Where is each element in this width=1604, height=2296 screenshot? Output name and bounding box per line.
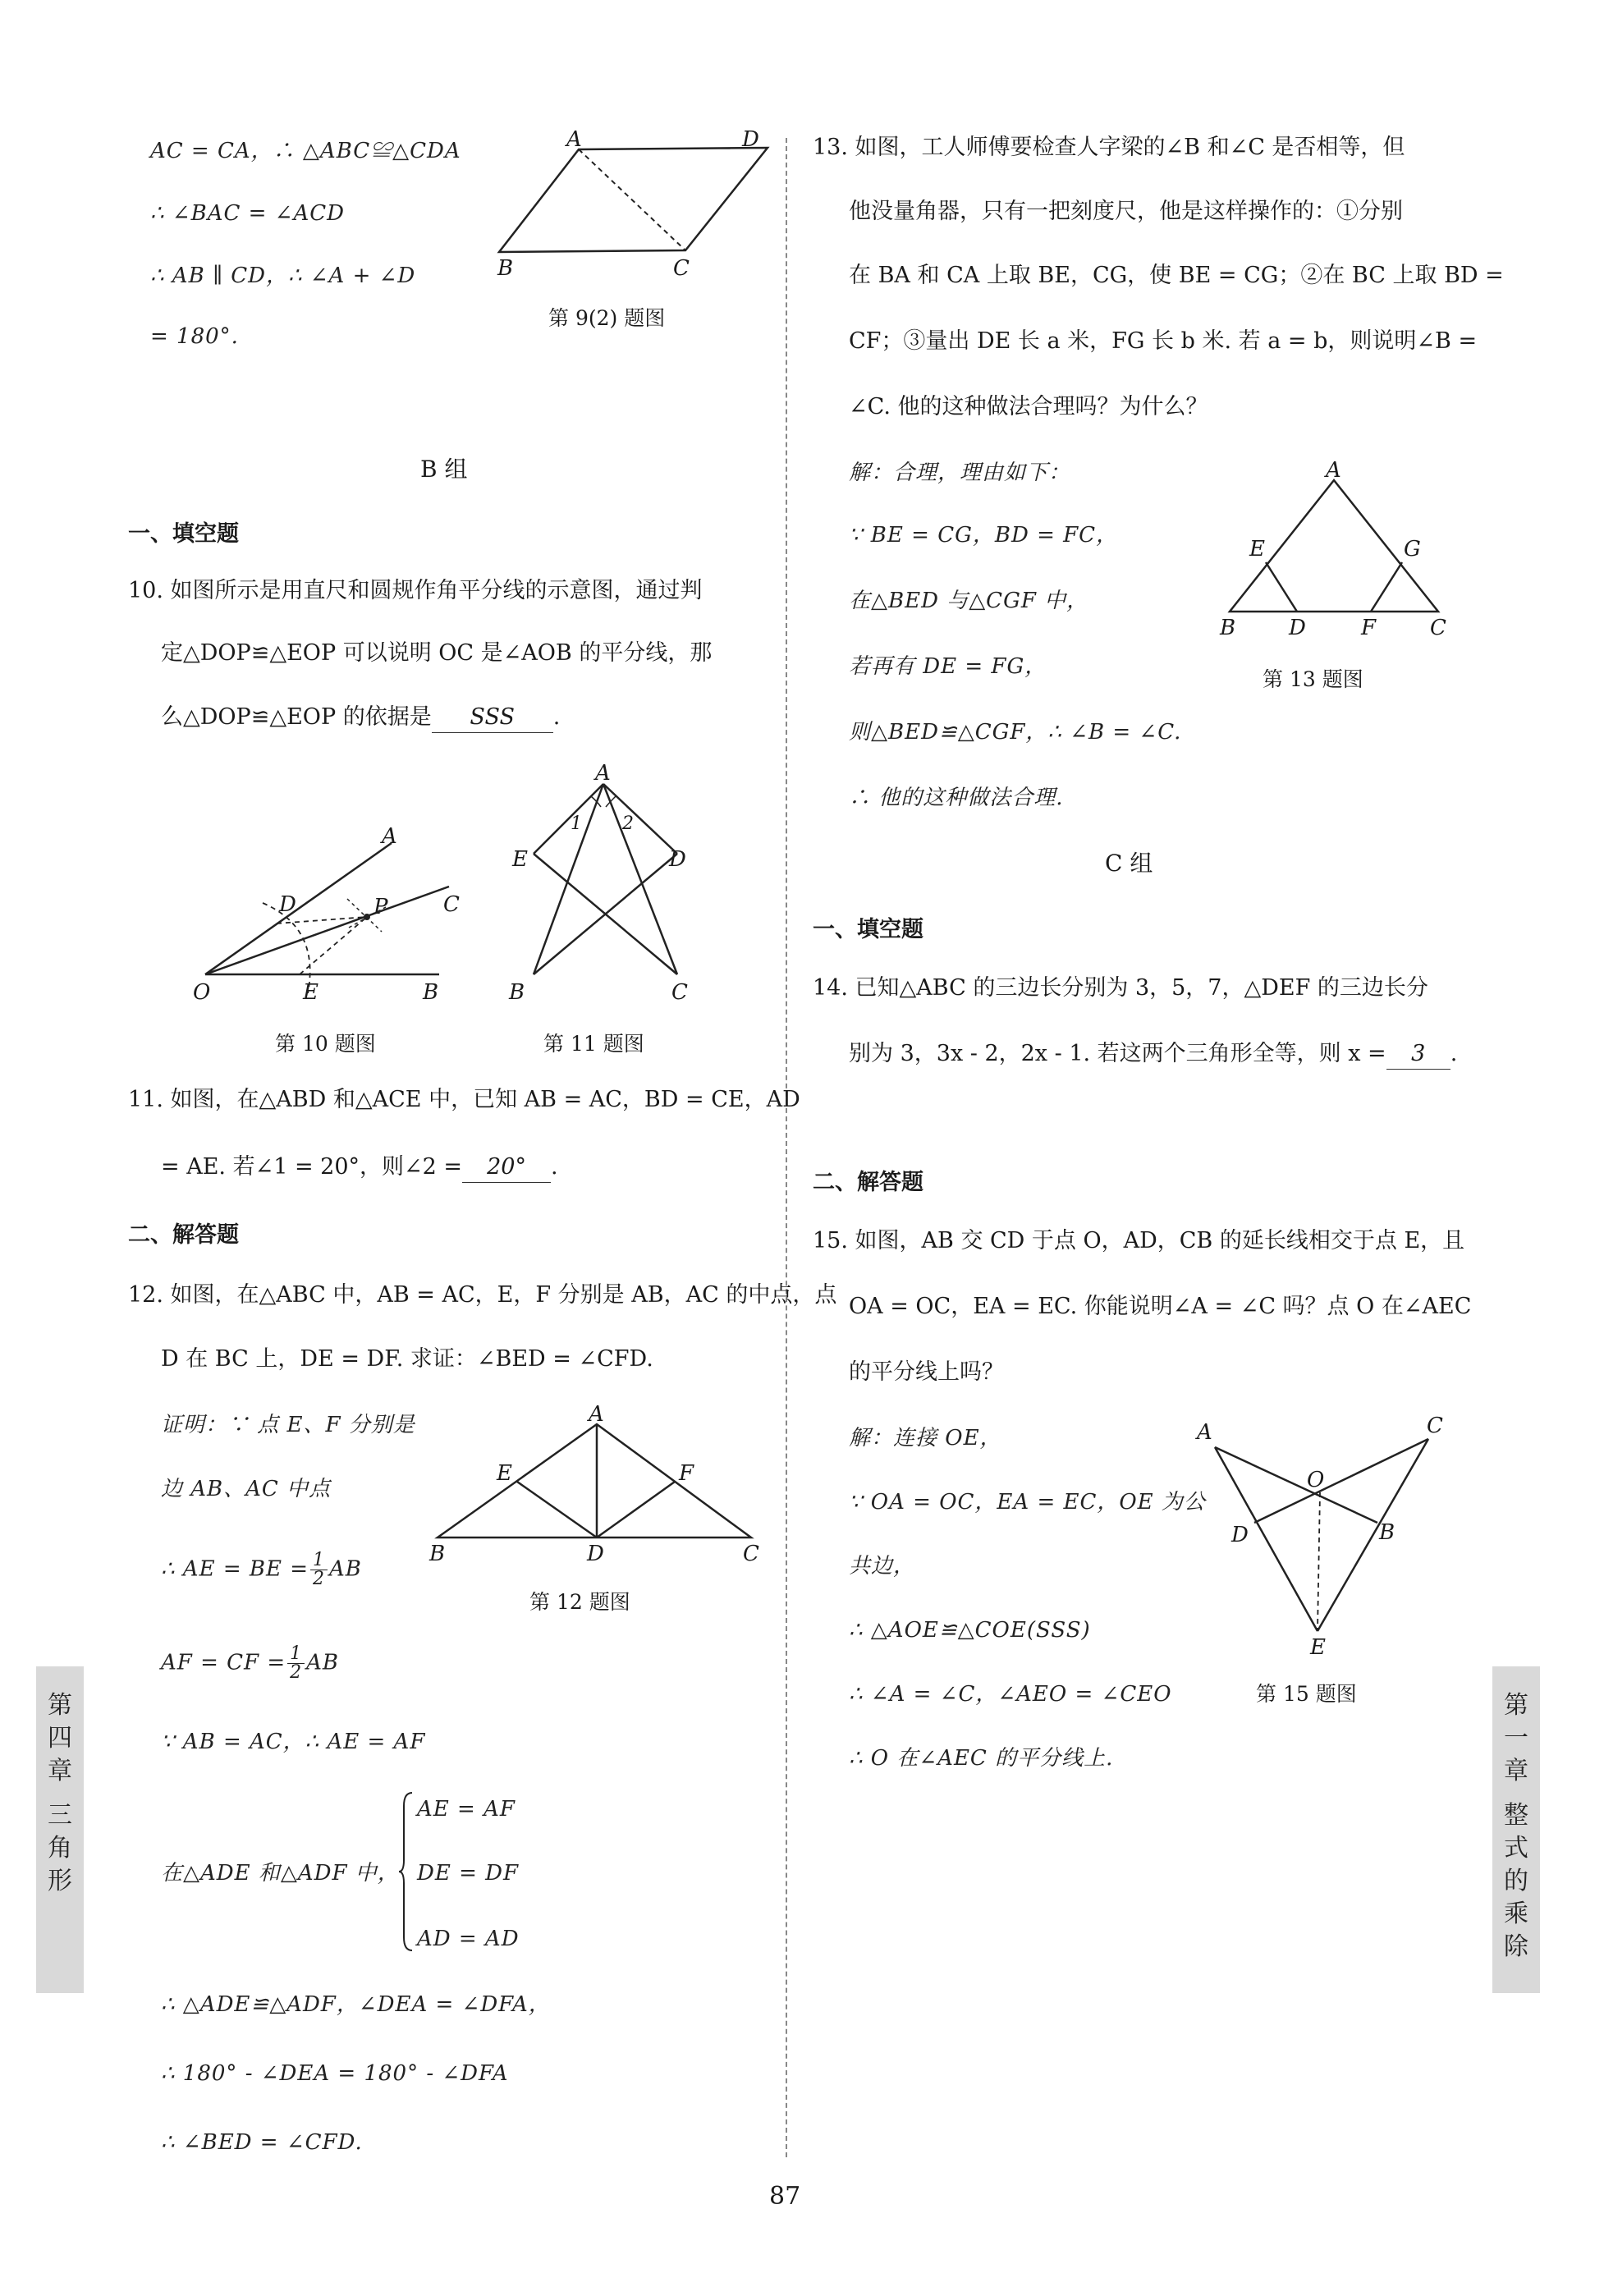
fig9-label-a: A xyxy=(566,127,582,152)
q14-line-2-prefix: 别为 3，3x - 2，2x - 1. 若这两个三角形全等，则 x = xyxy=(849,1041,1386,1066)
side-left-char: 四 xyxy=(48,1724,72,1753)
q15-work-6: ∴ O 在∠AEC 的平分线上. xyxy=(849,1746,1114,1771)
q12-w3-num: 1 xyxy=(310,1551,328,1570)
side-right-char: 的 xyxy=(1504,1867,1528,1895)
fig10-label-c: C xyxy=(443,892,460,917)
fig15-label-b: B xyxy=(1379,1520,1395,1545)
q10-line-1: 10. 如图所示是用直尺和圆规作角平分线的示意图，通过判 xyxy=(128,578,703,603)
q11-line-2 xyxy=(161,1153,558,1183)
column-divider xyxy=(786,138,787,2157)
fill-heading-c: 一、填空题 xyxy=(813,917,923,942)
figure-11 xyxy=(501,759,714,1010)
q12-line-1: 12. 如图，在△ABC 中，AB = AC，E，F 分别是 AB，AC 的中点，点 xyxy=(128,1282,837,1308)
fig11-label-d: D xyxy=(669,847,686,872)
q15-work-5: ∴ ∠A = ∠C，∠AEO = ∠CEO xyxy=(849,1682,1172,1707)
figure-9-2 xyxy=(484,123,772,287)
q15-work-4: ∴ △AOE≌△COE(SSS) xyxy=(849,1618,1091,1643)
q15-work-2: ∵ OA = OC，EA = EC，OE 为公 xyxy=(849,1490,1206,1515)
q12-w4-num: 1 xyxy=(287,1645,305,1664)
q12-work-3 xyxy=(161,1551,362,1588)
side-left-char: 三 xyxy=(48,1801,72,1830)
fig12-label-f: F xyxy=(679,1461,694,1486)
brace-line-3: AD = AD xyxy=(417,1927,520,1951)
q11-answer: 20° xyxy=(462,1153,551,1183)
fig11-label-a: A xyxy=(595,761,611,786)
solve-heading-b: 二、解答题 xyxy=(128,1222,239,1248)
q12-caption: 第 12 题图 xyxy=(529,1590,630,1614)
q10-line-2: 定△DOP≌△EOP 可以说明 OC 是∠AOB 的平分线，那 xyxy=(161,640,713,666)
q12-w4-fraction xyxy=(287,1645,305,1682)
side-right-char: 一 xyxy=(1504,1724,1528,1753)
q13-line-3: 在 BA 和 CA 上取 BE，CG，使 BE = CG；②在 BC 上取 BD = xyxy=(849,263,1504,288)
q13-line-2: 他没量角器，只有一把刻度尺，他是这样操作的：①分别 xyxy=(849,199,1403,224)
fig15-label-a: A xyxy=(1197,1420,1212,1445)
q13-work-2: ∵ BE = CG，BD = FC， xyxy=(849,523,1119,548)
fig13-label-g: G xyxy=(1404,537,1421,561)
q12-work-8: ∴ 180° - ∠DEA = 180° - ∠DFA xyxy=(161,2061,509,2086)
fig13-label-e: E xyxy=(1249,537,1265,561)
q15-line-3: 的平分线上吗？ xyxy=(849,1359,1004,1385)
q11-caption: 第 11 题图 xyxy=(543,1032,644,1056)
fig15-label-o: O xyxy=(1307,1468,1325,1492)
fig11-label-1: 1 xyxy=(571,813,582,834)
figure-10 xyxy=(185,825,497,1010)
fig10-label-e: E xyxy=(303,980,319,1005)
fig15-label-e: E xyxy=(1310,1635,1326,1658)
q12-work-7: ∴ △ADE≌△ADF，∠DEA = ∠DFA， xyxy=(161,1992,551,2017)
fig9-label-b: B xyxy=(497,256,514,281)
q13-work-4: 若再有 DE = FG， xyxy=(849,654,1047,679)
side-right-char: 第 xyxy=(1504,1691,1528,1720)
q12-work-9: ∴ ∠BED = ∠CFD. xyxy=(161,2130,363,2155)
fig10-label-d: D xyxy=(279,892,296,917)
fig10-label-a: A xyxy=(382,825,397,849)
q13-line-4: CF；③量出 DE 长 a 米，FG 长 b 米. 若 a = b，则说明∠B = xyxy=(849,328,1478,354)
q10-line-3-prefix: 么△DOP≌△EOP 的依据是 xyxy=(161,704,432,730)
figure-15 xyxy=(1182,1408,1461,1658)
fig13-label-c: C xyxy=(1430,616,1446,640)
q9-line-4: = 180°. xyxy=(150,324,239,349)
q12-w4-den: 2 xyxy=(290,1662,303,1683)
q11-line-2-prefix: = AE. 若∠1 = 20°，则∠2 = xyxy=(161,1154,463,1180)
group-b-title: B 组 xyxy=(420,456,468,483)
q15-caption: 第 15 题图 xyxy=(1256,1682,1357,1706)
q10-line-3-suffix: . xyxy=(552,704,561,730)
figure-12 xyxy=(423,1400,768,1564)
fig12-label-b: B xyxy=(429,1542,446,1564)
q11-line-1: 11. 如图，在△ABD 和△ACE 中，已知 AB = AC，BD = CE，AD xyxy=(128,1087,800,1112)
q10-answer: SSS xyxy=(432,703,553,733)
q15-line-1: 15. 如图，AB 交 CD 于点 O，AD，CB 的延长线相交于点 E，且 xyxy=(813,1228,1465,1253)
fig10-label-p: P xyxy=(374,895,388,919)
fig12-label-e: E xyxy=(497,1461,512,1486)
q13-line-5: ∠C. 他的这种做法合理吗？为什么？ xyxy=(849,394,1208,419)
q15-work-3: 共边， xyxy=(849,1554,916,1579)
q12-work-4 xyxy=(161,1645,339,1682)
page-number: 87 xyxy=(769,2182,801,2211)
side-left-char: 形 xyxy=(48,1867,72,1895)
q10-line-3 xyxy=(161,703,560,733)
q12-line-2: D 在 BC 上，DE = DF. 求证：∠BED = ∠CFD. xyxy=(161,1346,653,1372)
q14-line-2-suffix: . xyxy=(1450,1041,1458,1066)
q13-work-5: 则△BED≌△CGF，∴ ∠B = ∠C. xyxy=(849,720,1182,745)
q14-line-1: 14. 已知△ABC 的三边长分别为 3，5，7，△DEF 的三边长分 xyxy=(813,975,1428,1001)
q15-work-1: 解：连接 OE， xyxy=(849,1426,1002,1450)
fig15-label-c: C xyxy=(1427,1414,1443,1438)
fig11-label-2: 2 xyxy=(622,813,634,834)
fig9-label-d: D xyxy=(742,127,759,152)
side-tab-left xyxy=(36,1666,84,1993)
q12-w4-suffix: AB xyxy=(306,1650,340,1675)
q9-line-1: AC = CA，∴ △ABC≌△CDA xyxy=(150,139,461,163)
fig13-label-a: A xyxy=(1326,458,1341,483)
group-c-title: C 组 xyxy=(1105,850,1153,877)
q12-w3-suffix: AB xyxy=(329,1556,362,1582)
fig12-label-d: D xyxy=(587,1542,604,1564)
system-brace xyxy=(397,1790,415,1954)
fig11-label-e: E xyxy=(512,847,528,872)
q9-line-2: ∴ ∠BAC = ∠ACD xyxy=(150,201,345,226)
side-left-char: 章 xyxy=(48,1757,72,1785)
brace-line-2: DE = DF xyxy=(417,1861,520,1886)
q15-line-2: OA = OC，EA = EC. 你能说明∠A = ∠C 吗？点 O 在∠AEC xyxy=(849,1294,1472,1319)
fig13-label-b: B xyxy=(1220,616,1236,640)
q12-work-5: ∵ AB = AC，∴ AE = AF xyxy=(161,1730,426,1754)
fig15-label-d: D xyxy=(1231,1523,1249,1547)
fig11-label-b: B xyxy=(509,980,525,1005)
side-right-char: 乘 xyxy=(1504,1900,1528,1928)
solve-heading-c: 二、解答题 xyxy=(813,1170,923,1195)
side-left-char: 第 xyxy=(48,1691,72,1720)
q10-caption: 第 10 题图 xyxy=(275,1032,376,1056)
fig11-label-c: C xyxy=(671,980,688,1005)
q13-work-3: 在△BED 与△CGF 中， xyxy=(849,589,1089,613)
q9-caption: 第 9(2) 题图 xyxy=(548,306,666,330)
q12-w4-prefix: AF = CF = xyxy=(161,1650,286,1675)
fig13-label-f: F xyxy=(1361,616,1377,640)
q12-work-6: 在△ADE 和△ADF 中， xyxy=(161,1861,400,1886)
q14-line-2 xyxy=(849,1039,1457,1070)
side-right-char: 式 xyxy=(1504,1834,1528,1863)
side-tab-right xyxy=(1492,1666,1540,1993)
q13-work-6: ∴ 他的这种做法合理. xyxy=(849,786,1064,810)
fig9-label-c: C xyxy=(673,256,690,281)
fig10-label-b: B xyxy=(423,980,439,1005)
q13-work-1: 解：合理，理由如下： xyxy=(849,461,1071,485)
fig12-label-c: C xyxy=(743,1542,759,1564)
side-right-char: 除 xyxy=(1504,1932,1528,1961)
q12-w3-fraction xyxy=(310,1551,328,1588)
q12-work-2: 边 AB、AC 中点 xyxy=(161,1477,332,1501)
fig12-label-a: A xyxy=(589,1402,604,1427)
q11-line-2-suffix: . xyxy=(551,1154,558,1180)
figure-13 xyxy=(1207,456,1453,640)
side-right-char: 整 xyxy=(1504,1801,1528,1830)
q9-line-3: ∴ AB ∥ CD，∴ ∠A + ∠D xyxy=(150,264,416,288)
q12-w3-den: 2 xyxy=(313,1569,326,1589)
q13-line-1: 13. 如图，工人师傅要检查人字梁的∠B 和∠C 是否相等，但 xyxy=(813,135,1405,160)
side-left-char: 角 xyxy=(48,1834,72,1863)
q12-w3-prefix: ∴ AE = BE = xyxy=(161,1556,309,1582)
q14-answer: 3 xyxy=(1386,1039,1450,1070)
fig10-label-o: O xyxy=(193,980,211,1005)
q12-work-1: 证明：∵ 点 E、F 分别是 xyxy=(161,1413,415,1437)
q13-caption: 第 13 题图 xyxy=(1263,667,1363,691)
fill-heading-b: 一、填空题 xyxy=(128,521,239,547)
brace-line-1: AE = AF xyxy=(417,1797,516,1822)
side-right-char: 章 xyxy=(1504,1757,1528,1785)
fig13-label-d: D xyxy=(1289,616,1306,640)
